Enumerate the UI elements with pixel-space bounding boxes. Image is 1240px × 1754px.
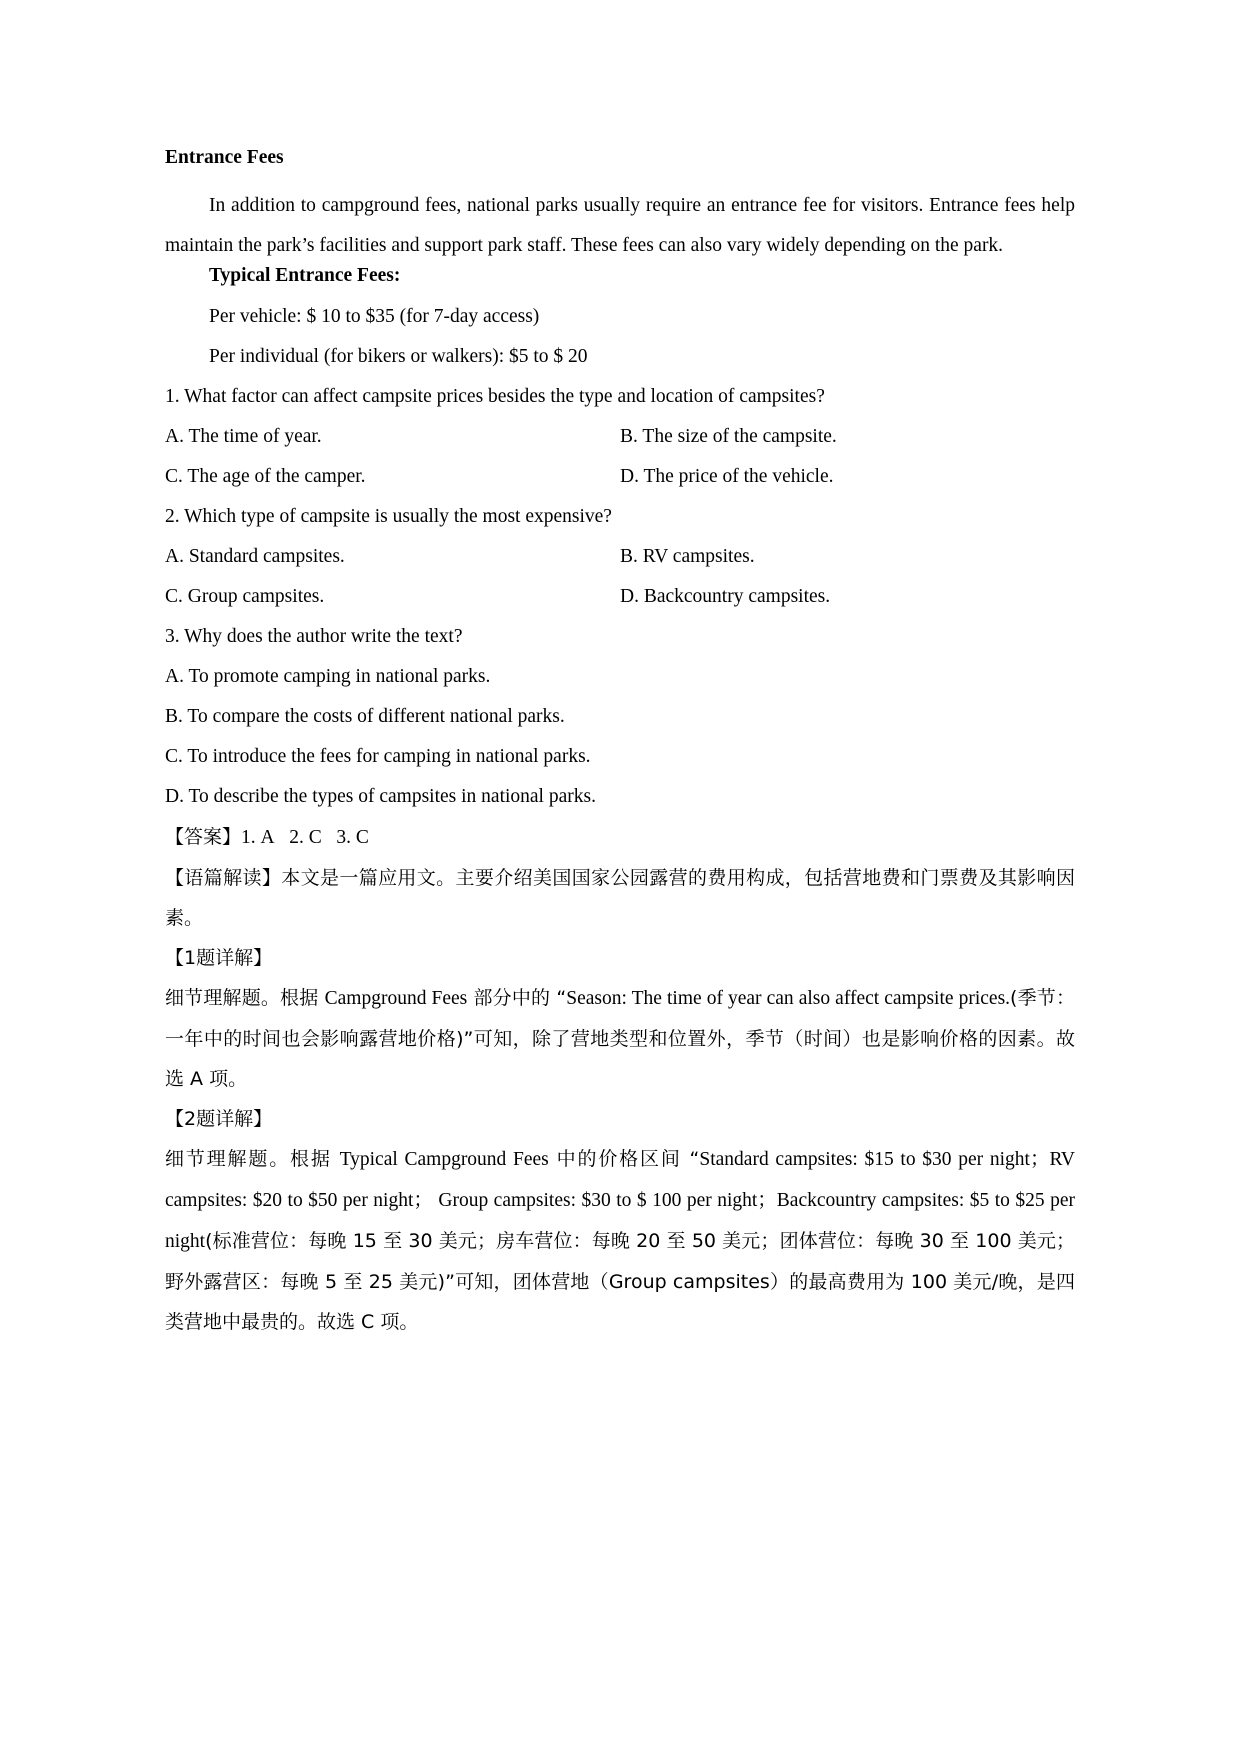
question-1-option-c[interactable]: C. The age of the camper. xyxy=(165,466,366,487)
answer-key-label: 【答案】 xyxy=(165,826,242,848)
question-1-option-a[interactable]: A. The time of year. xyxy=(165,426,322,447)
question-2-option-d[interactable]: D. Backcountry campsites. xyxy=(620,586,831,607)
question-1-options-row-2 xyxy=(165,457,1075,497)
passage-analysis-paragraph xyxy=(165,858,1075,938)
passage-analysis-text: 本文是一篇应用文。主要介绍美国国家公园露营的费用构成，包括营地费和门票费及其影响因素。 xyxy=(165,867,1075,929)
question-1-stem: 1. What factor can affect campsite prices besides the type and location of campsites? xyxy=(165,386,825,407)
question-1-options-row-1 xyxy=(165,417,1075,457)
question-3-option-a[interactable]: A. To promote camping in national parks. xyxy=(165,666,491,687)
question-2-options-row-2 xyxy=(165,577,1075,617)
explanation-2-quote-chinese: (标准营位：每晚 15 至 30 美元；房车营位：每晚 20 至 50 美元；团体营位：每晚 30 至 100 美元；野外露营区：每晚 5 至 25 美元) xyxy=(165,1230,1075,1293)
passage-analysis-label: 【语篇解读】 xyxy=(165,867,282,889)
explanation-1-tail: ”可知，除了营地类型和位置外，季节（时间）也是影响价格的因素。故选 A 项。 xyxy=(165,1028,1075,1090)
question-3-option-c[interactable]: C. To introduce the fees for camping in national parks. xyxy=(165,746,591,767)
explanation-1-mid: 部分中的 “ xyxy=(467,987,567,1009)
explanation-1-reference: Campground Fees xyxy=(324,988,468,1009)
explanation-2-reference: Typical Campground Fees xyxy=(339,1149,549,1170)
question-1-option-b[interactable]: B. The size of the campsite. xyxy=(620,426,837,447)
explanation-2-lead: 细节理解题。根据 xyxy=(165,1148,340,1170)
explanation-2-tail: ”可知，团体营地（Group campsites）的最高费用为 100 美元/晚，是四类营地中最贵的。故选 C 项。 xyxy=(165,1271,1075,1333)
question-2-option-b[interactable]: B. RV campsites. xyxy=(620,546,755,567)
section-heading: Entrance Fees xyxy=(165,147,284,168)
explanation-2-mid: 中的价格区间 “ xyxy=(548,1148,700,1170)
document-body xyxy=(165,148,1075,1342)
question-2-option-c[interactable]: C. Group campsites. xyxy=(165,586,325,607)
question-3-option-d[interactable]: D. To describe the types of campsites in national parks. xyxy=(165,786,596,807)
answer-key-items: 1. A 2. C 3. C xyxy=(241,827,369,848)
explanation-2-quote-english: Standard campsites: $15 to $30 per night；RV campsites: $20 to $50 per night； Group campsites: $30 to $ 100 per night；Backcountry campsites: $5 to $25 per night xyxy=(165,1149,1075,1252)
question-2-stem: 2. Which type of campsite is usually the most expensive? xyxy=(165,506,612,527)
explanation-1-quote-chinese: (季节：一年中的时间也会影响露营地价格) xyxy=(165,987,1075,1050)
explanation-2-text xyxy=(165,1139,1075,1342)
explanation-2-label: 【2题详解】 xyxy=(165,1108,273,1130)
section-intro-paragraph: In addition to campground fees, national parks usually require an entrance fee for visitors. Entrance fees help maintain the park’s facilities and support park staff. These fees can also vary widely depending on the park. xyxy=(165,194,1075,256)
typical-entrance-fees-subheading: Typical Entrance Fees: xyxy=(209,264,401,286)
fee-line-per-vehicle: Per vehicle: $ 10 to $35 (for 7-day access) xyxy=(209,306,540,327)
question-1-option-d[interactable]: D. The price of the vehicle. xyxy=(620,466,834,487)
question-2-option-a[interactable]: A. Standard campsites. xyxy=(165,546,345,567)
fee-line-per-individual: Per individual (for bikers or walkers): $5 to $ 20 xyxy=(209,346,588,367)
explanation-1-text xyxy=(165,978,1075,1099)
question-3-stem: 3. Why does the author write the text? xyxy=(165,626,463,647)
explanation-1-label: 【1题详解】 xyxy=(165,947,273,969)
answer-key-line xyxy=(165,817,1075,858)
explanation-1-quote-english: Season: The time of year can also affect campsite prices. xyxy=(566,988,1011,1009)
explanation-1-lead: 细节理解题。根据 xyxy=(165,987,325,1009)
question-2-options-row-1 xyxy=(165,537,1075,577)
question-3-option-b[interactable]: B. To compare the costs of different national parks. xyxy=(165,706,565,727)
